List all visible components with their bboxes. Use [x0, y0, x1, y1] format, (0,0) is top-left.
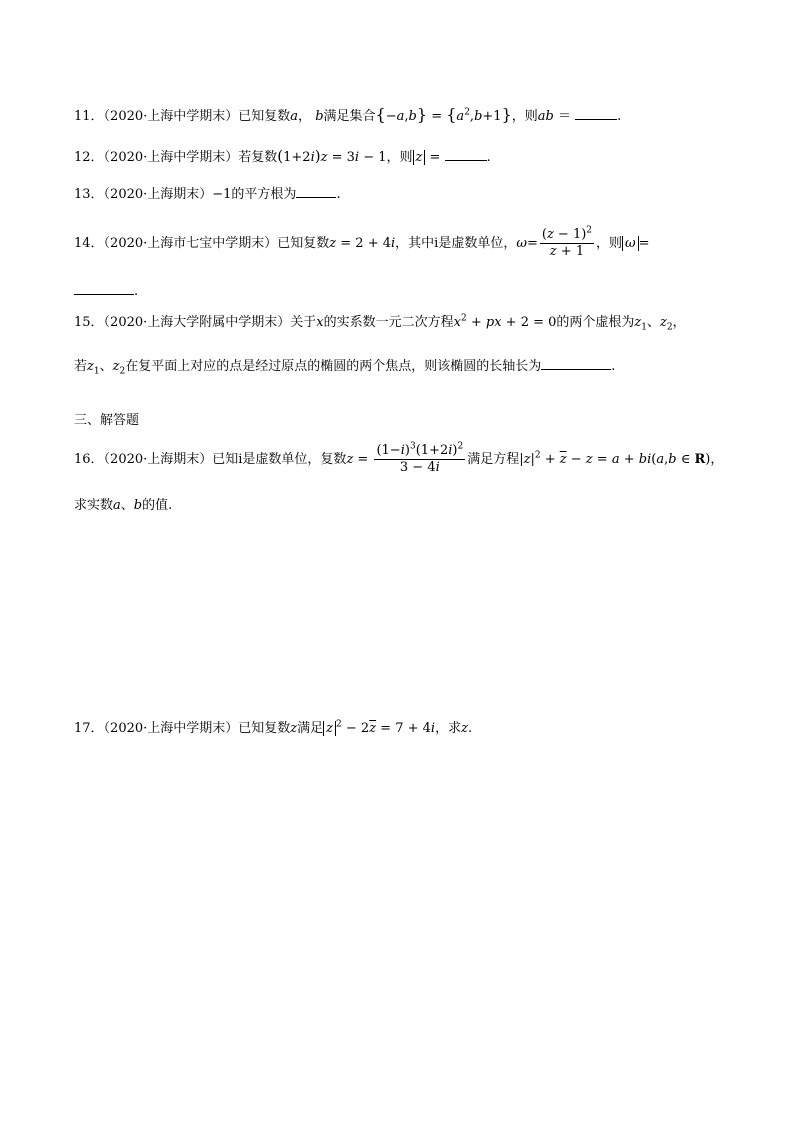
math-z-def: z = 2 + 4i [329, 236, 396, 251]
math-z: z [290, 721, 298, 736]
math-equation: $|z|^2 + \overline{z} - z = a + bi(a,b$ ∈ R) [519, 450, 711, 467]
math-z: z [461, 721, 468, 736]
question-text: ，则 [596, 236, 623, 251]
math-ab: ab [537, 109, 554, 124]
math-b: b [315, 109, 324, 124]
answer-blank[interactable] [296, 185, 336, 198]
question-text: ， [672, 315, 686, 330]
question-12: 12．（2020·上海中学期末）若复数(1+2i)z = 3i − 1，则 z = . [74, 147, 491, 165]
question-text: 关于 [290, 315, 317, 330]
question-16-line2 [74, 497, 172, 515]
section-heading: 三、解答题 [74, 413, 140, 428]
question-text: ，其中i是虚数单位， [395, 236, 517, 251]
question-text: . [467, 721, 473, 736]
question-source: （2020·上海期末） [103, 187, 213, 202]
math-z1: $z_1$ [87, 359, 100, 377]
question-text: ， [298, 109, 312, 124]
question-text: 若 [74, 359, 88, 374]
question-number: 12． [74, 150, 104, 165]
answer-blank[interactable] [575, 107, 617, 120]
question-number: 11． [74, 109, 104, 124]
question-text: 在复平面上对应的点是经过原点的椭圆的两个焦点，则该椭圆的长轴长为 [125, 359, 542, 374]
question-15-line2 [74, 357, 615, 376]
question-source: （2020·上海市七宝中学期末） [103, 236, 278, 251]
question-text: 满足 [297, 721, 324, 736]
question-number: 15． [74, 315, 104, 330]
question-text: . [617, 109, 622, 124]
question-text: 若复数 [238, 150, 278, 165]
question-number: 16． [74, 452, 104, 467]
question-text: 、 [647, 315, 661, 330]
question-number: 13． [74, 187, 104, 202]
question-text: 求实数 [74, 498, 114, 513]
answer-blank[interactable] [445, 148, 487, 161]
question-source: （2020·上海中学期末） [103, 721, 239, 736]
math-abs-omega: ω [622, 236, 639, 251]
math-quadratic: $x^2$ + px + 2 = 0 [453, 313, 557, 330]
question-source: （2020·上海中学期末） [103, 109, 239, 124]
question-text: ， [710, 452, 724, 467]
question-14-answer [74, 282, 138, 301]
answer-blank[interactable] [74, 282, 134, 295]
question-text: 的两个虚根为 [556, 315, 635, 330]
math-a: a [113, 498, 121, 513]
math-x: x [316, 315, 324, 330]
question-text: . [486, 150, 491, 165]
math-omega-def: ω= $\frac{(z - 1)^2}{\overline{z} + 1}$ [516, 225, 593, 259]
question-text: . [134, 284, 139, 299]
math-z1: $z_1$ [634, 315, 648, 333]
question-15 [74, 314, 686, 332]
question-source: （2020·上海中学期末） [103, 150, 239, 165]
question-16 [74, 440, 723, 480]
answer-blank[interactable] [541, 357, 611, 370]
math-z2: $z_2$ [112, 359, 126, 377]
question-text: 已知复数 [238, 109, 291, 124]
question-text: 的实系数一元二次方程 [323, 315, 454, 330]
question-text: −1的平方根为 [212, 187, 297, 202]
question-text: . [611, 359, 616, 374]
math-a: a [290, 109, 299, 124]
question-17 [74, 720, 472, 738]
question-source: （2020·上海大学附属中学期末） [103, 315, 291, 330]
math-abs-z: z [413, 150, 426, 165]
question-text: ，求 [435, 721, 462, 736]
question-text: . [336, 187, 341, 202]
question-text: 、 [99, 359, 113, 374]
math-set-equation: $\{-a,b\} = \{a^2,b+1\}$ [375, 105, 512, 124]
question-13 [74, 185, 341, 204]
math-b: b [133, 498, 143, 513]
question-text: 满足方程 [467, 452, 520, 467]
question-text: ，则 [386, 150, 413, 165]
question-text: 的值. [142, 498, 173, 513]
question-text: 已知i是虚数单位，复数 [212, 452, 347, 467]
question-number: 17． [74, 721, 104, 736]
question-text: 已知复数 [277, 236, 330, 251]
question-text: 已知复数 [238, 721, 291, 736]
question-14: 14．（2020·上海市七宝中学期末）已知复数z = 2 + 4i，其中i是虚数单位，ω= $\frac{(z - 1)^2}{\overline{z} + 1}$ ，则 ω = [74, 225, 650, 259]
math-equation: (1+2i)z = 3i − 1 [277, 147, 387, 165]
math-z2: $z_2$ [660, 315, 673, 333]
question-number: 14． [74, 236, 104, 251]
math-z-fraction: z = $\frac{(1-i)^3(1+2i)^2}{3 - 4i}$ [346, 441, 464, 475]
question-11 [74, 106, 621, 126]
question-text: 、 [120, 498, 134, 513]
question-text: ，则 [511, 109, 538, 124]
question-text: ＝ [557, 109, 571, 124]
math-equation: z $^2 - 2\overline{z} = 7 + 4i$ [323, 721, 435, 736]
question-source: （2020·上海期末） [103, 452, 213, 467]
question-text: 满足集合 [323, 109, 376, 124]
